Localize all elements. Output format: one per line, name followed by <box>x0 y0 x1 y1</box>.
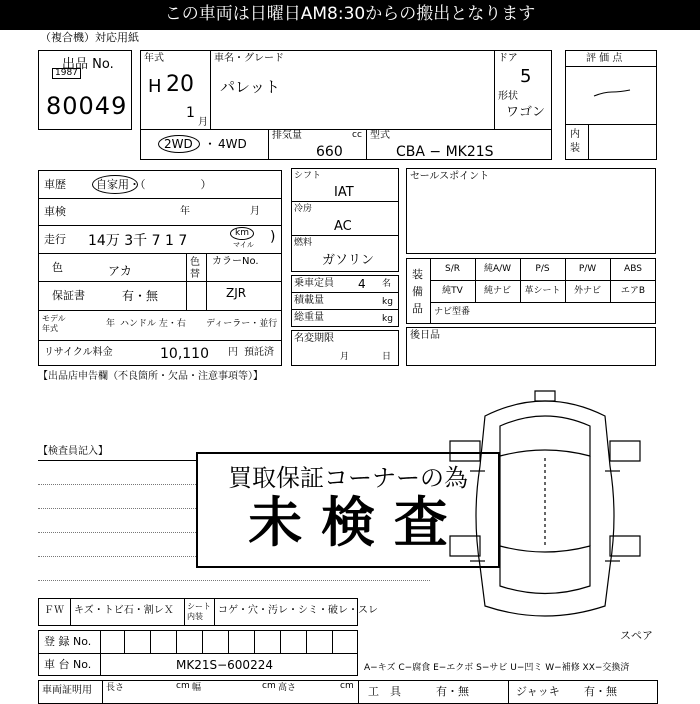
jack-label: ジャッキ <box>516 685 560 698</box>
lot-number: 80049 <box>46 92 128 120</box>
recycle-note: 預託済 <box>244 347 274 358</box>
chassis-label: 車 台 No. <box>44 658 92 671</box>
ac-value: AC <box>334 219 352 234</box>
handle-options: ハンドル 左・右 <box>120 319 186 329</box>
drive-2wd: 2WD <box>164 137 193 151</box>
paint-label: 色替 <box>190 257 200 280</box>
history-value: 自家用・（ ） <box>96 178 212 191</box>
displacement-label: 排気量 <box>272 130 302 141</box>
spare-label: スペア <box>620 629 653 642</box>
name-change-day: 日 <box>382 352 392 362</box>
name-change-label: 名変期限 <box>294 333 334 344</box>
month-value: 1 <box>186 105 195 121</box>
year-era: H <box>148 76 162 97</box>
later-items-box <box>406 327 656 366</box>
recycle-unit: 円 <box>228 347 238 358</box>
registration-label: 登 録 No. <box>44 635 92 648</box>
name-change-month: 月 <box>340 352 350 362</box>
color-no-label: カラーNo. <box>212 256 259 267</box>
car-label: 車名・グレード <box>214 53 284 64</box>
later-items-label: 後日品 <box>410 330 440 341</box>
shape-value: ワゴン <box>506 105 546 120</box>
dealer-options: ディーラー・並行 <box>206 319 278 329</box>
fuel-label: 燃料 <box>294 238 313 248</box>
banner-text: この車両は日曜日AM8:30からの搬出となります <box>164 4 536 24</box>
car-name: パレット <box>220 78 280 96</box>
equip-navi: 純ナビ <box>483 286 511 296</box>
equipment-label: 装備品 <box>412 268 423 315</box>
score-label: 評 価 点 <box>586 53 623 64</box>
drive-4wd: 4WD <box>218 137 247 151</box>
tools-label: 工 具 <box>368 685 401 698</box>
mileage-unit2: マイル <box>233 241 254 249</box>
stamp-line2: 未 検 査 <box>248 491 448 554</box>
equip-ext-navi: 外ナビ <box>573 286 601 296</box>
year-label: 年式 <box>144 53 164 64</box>
ac-label: 冷房 <box>294 204 313 214</box>
damage-legend: A−キズ C−腐食 E−エクボ S−サビ U−凹ミ W−補修 XX−交換済 <box>364 663 630 673</box>
car-diagram <box>440 386 650 626</box>
year-value: 20 <box>166 72 194 97</box>
interior-label: 内装 <box>570 129 580 154</box>
shift-label: シフト <box>294 171 322 181</box>
capacity-unit: 名 <box>382 279 392 289</box>
details-table <box>38 170 282 366</box>
equip-navi-model: ナビ型番 <box>434 307 471 317</box>
model-year-unit: 年 <box>106 319 116 329</box>
inspection-label: 車検 <box>44 205 66 218</box>
mileage-value: 14万 3千 7 1 7 <box>88 233 188 249</box>
drive-dot: ・ <box>204 137 217 151</box>
load-unit: kg <box>382 297 393 307</box>
equip-tv: 純TV <box>442 286 463 296</box>
mileage-label: 走行 <box>44 233 66 246</box>
history-label: 車歴 <box>44 178 66 191</box>
length-unit: cm <box>176 681 190 691</box>
capacity-label: 乗車定員 <box>294 278 334 289</box>
score-scribble <box>592 86 632 100</box>
equip-pw: P/W <box>578 264 597 274</box>
gross-unit: kg <box>382 314 393 324</box>
equip-aw: 純A/W <box>483 264 512 274</box>
seat-text: コゲ・穴・汚レ・シミ・破レ・スレ <box>218 605 378 616</box>
recycle-value: 10,110 <box>160 346 209 362</box>
color-no-value: ZJR <box>226 286 247 300</box>
cert-label: 車両証明用 <box>42 685 92 696</box>
width-unit: cm <box>262 681 276 691</box>
warranty-value: 有・無 <box>122 289 159 303</box>
jack-value: 有・無 <box>584 685 617 698</box>
load-label: 積載量 <box>294 295 324 306</box>
shape-label: 形状 <box>498 91 518 102</box>
recycle-label: リサイクル料金 <box>44 347 113 358</box>
displacement-unit: cc <box>352 130 362 140</box>
chassis-value: MK21S−600224 <box>176 658 273 672</box>
model-value: CBA − MK21S <box>396 144 494 160</box>
stamp-line1: 買取保証コーナーの為 <box>228 464 468 492</box>
inspection-year: 年 <box>180 206 190 217</box>
model-label: 型式 <box>370 130 390 141</box>
equip-sr: S/R <box>445 264 460 274</box>
color-value: アカ <box>108 264 132 278</box>
inspection-month: 月 <box>250 206 260 217</box>
mileage-paren: ) <box>270 229 276 245</box>
tools-value: 有・無 <box>436 685 469 698</box>
model-year-label: モデル年式 <box>42 314 66 333</box>
month-unit: 月 <box>198 117 208 128</box>
fw-label: ＦＷ <box>44 605 64 616</box>
equip-leather: 革シート <box>524 286 561 296</box>
door-label: ドア <box>498 53 518 64</box>
fw-text: キズ・トビ石・割レＸ <box>74 605 174 616</box>
mileage-unit: km <box>235 228 249 238</box>
fuel-value: ガソリン <box>322 253 375 268</box>
capacity-value: 4 <box>358 277 366 291</box>
lot-kanji: 1987 <box>52 68 81 79</box>
sales-point-label: セールスポイント <box>410 171 490 182</box>
height-label: 高さ <box>278 683 297 693</box>
color-label: 色 <box>52 261 63 274</box>
lot-label: 出品 No. <box>62 57 114 72</box>
seat-label: シート内装 <box>187 602 211 621</box>
width-label: 幅 <box>192 683 202 693</box>
form-name: （複合機）対応用紙 <box>40 31 139 44</box>
height-unit: cm <box>340 681 354 691</box>
gross-label: 総重量 <box>294 312 324 323</box>
inspector-notes-label: 【検査員記入】 <box>38 446 108 457</box>
door-value: 5 <box>520 66 532 87</box>
displacement-value: 660 <box>316 144 343 160</box>
exhibitor-report-label: 【出品店申告欄（不良箇所・欠品・注意事項等）】 <box>38 371 263 382</box>
equip-airbag: エアB <box>620 286 646 296</box>
warranty-label: 保証書 <box>52 289 85 302</box>
equip-abs: ABS <box>624 264 642 274</box>
length-label: 長さ <box>106 683 125 693</box>
shift-value: IAT <box>334 185 354 200</box>
equip-ps: P/S <box>535 264 550 274</box>
